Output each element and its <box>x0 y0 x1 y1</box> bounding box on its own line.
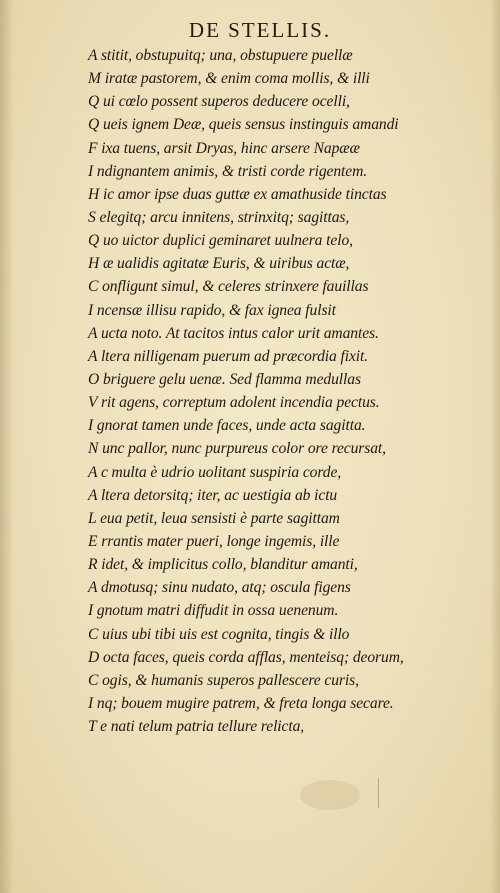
verse-line: M iratæ pastorem, & enim coma mollis, & illi <box>88 70 370 88</box>
paper-mark <box>378 778 379 808</box>
verse-line: C uius ubi tibi uis est cognita, tingis & illo <box>88 625 350 643</box>
verse-line: A c multa è udrio uolitant suspiria corde, <box>88 463 342 481</box>
verse-line: A stitit, obstupuitq; una, obstupuere puellæ <box>88 47 353 64</box>
verse-line: F ixa tuens, arsit Dryas, hinc arsere Napææ <box>88 139 360 157</box>
paper-stain <box>300 780 360 810</box>
verse-line: D octa faces, queis corda afflas, menteisq; deorum, <box>88 648 404 666</box>
verse-line: A dmotusq; sinu nudato, atq; oscula figens <box>88 579 351 597</box>
verse-line: H ic amor ipse duas guttæ ex amathuside tinctas <box>88 185 387 203</box>
verse-line: A ltera nilligenam puerum ad præcordia fixit. <box>88 347 369 365</box>
verse-line: N unc pallor, nunc purpureus color ore recursat, <box>88 440 386 458</box>
verse-line: S elegitq; arcu innitens, strinxitq; sagittas, <box>88 208 350 226</box>
verse-line: C onfligunt simul, & celeres strinxere fauillas <box>88 278 369 296</box>
verse-line: I gnorat tamen unde faces, unde acta sagitta. <box>88 417 366 435</box>
verse-line: Q uo uictor duplici geminaret uulnera telo, <box>88 232 353 250</box>
page-gutter-shadow <box>0 0 14 893</box>
verse-line: I ndignantem animis, & tristi corde rigentem. <box>88 162 368 180</box>
verse-line: I ncensæ illisu rapido, & fax ignea fulsit <box>88 301 336 319</box>
verse-line: L eua petit, leua sensisti è parte sagittam <box>88 509 340 527</box>
verse-line: T e nati telum patria tellure relicta, <box>88 718 305 736</box>
verse-line: R idet, & implicitus collo, blanditur amanti, <box>88 556 358 574</box>
verse-line: I gnotum matri diffudit in ossa uenenum. <box>88 602 339 620</box>
verse-line: E rrantis mater pueri, longe ingemis, ille <box>88 532 340 550</box>
verse-line: I nq; bouem mugire patrem, & freta longa secare. <box>88 694 394 712</box>
verse-line: Q ui cœlo possent superos deducere ocelli, <box>88 93 350 111</box>
verse-line: A ltera detorsitq; iter, ac uestigia ab ictu <box>88 486 338 504</box>
running-head: DE STELLIS. <box>188 18 332 42</box>
verse-line: Q ueis ignem Deæ, queis sensus instinguis amandi <box>88 116 399 134</box>
verse-block <box>88 44 404 738</box>
page-edge-shadow <box>490 0 500 893</box>
verse-line: H æ ualidis agitatæ Euris, & uiribus actæ, <box>88 255 350 273</box>
verse-line: C ogis, & humanis superos pallescere curis, <box>88 671 359 689</box>
verse-line: V rit agens, correptum adolent incendia pectus. <box>88 394 380 412</box>
verse-line: A ucta noto. At tacitos intus calor urit amantes. <box>88 324 379 342</box>
verse-line: O briguere gelu uenæ. Sed flamma medullas <box>88 370 361 388</box>
